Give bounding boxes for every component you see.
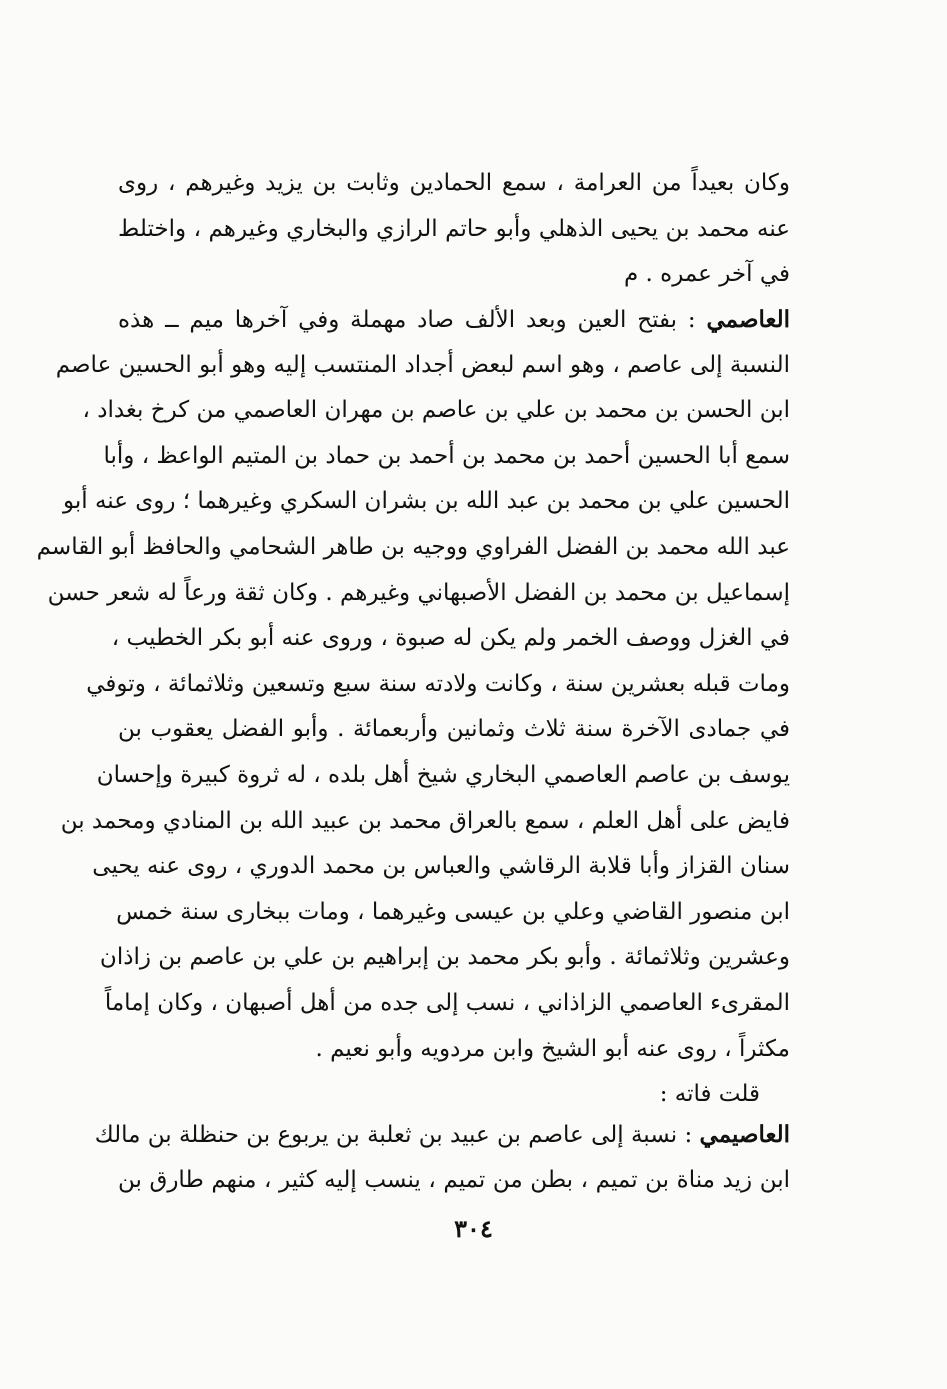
text-line: ابن منصور القاضي وعلي بن عيسى وغيرهما ، ومات ببخارى سنة خمس bbox=[116, 898, 790, 925]
entry-definition-start: : نسبة إلى عاصم بن عبيد بن ثعلبة بن يربوع بن حنظلة بن مالك bbox=[94, 1122, 693, 1148]
entry-definition-start: : بفتح العين وبعد الألف صاد مهملة وفي آخرها ميم ــ هذه bbox=[118, 307, 696, 333]
text-line: يوسف بن عاصم العاصمي البخاري شيخ أهل بلده ، له ثروة كبيرة وإحسان bbox=[96, 761, 790, 788]
text-line: مكثراً ، روى عنه أبو الشيخ وابن مردويه وأبو نعيم . bbox=[315, 1035, 790, 1062]
entry-first-line bbox=[94, 1112, 790, 1158]
entry-term: العاصيمي bbox=[699, 1121, 790, 1148]
paragraph-continuation bbox=[118, 161, 790, 298]
text-line: وكان بعيداً من العرامة ، سمع الحمادين وثابت بن يزيد وغيرهم ، روى bbox=[118, 170, 790, 196]
text-line: سمع أبا الحسين أحمد بن محمد بن أحمد بن حماد بن المتيم الواعظ ، وأبا bbox=[103, 442, 790, 469]
entry-term: العاصمي bbox=[706, 306, 790, 333]
text-line: سنان القزاز وأبا قلابة الرقاشي والعباس بن محمد الدوري ، روى عنه يحيى bbox=[92, 853, 790, 880]
text-line: عنه محمد بن يحيى الذهلي وأبو حاتم الرازي والبخاري وغيرهم ، واختلط bbox=[118, 215, 790, 242]
text-line: ابن الحسن بن محمد بن علي بن عاصم بن مهران العاصمي من كرخ بغداد ، bbox=[82, 397, 790, 424]
text-line: المقرىء العاصمي الزاذاني ، نسب إلى جده من أهل أصبهان ، وكان إماماً bbox=[104, 989, 790, 1016]
editor-note: قلت فاته : bbox=[659, 1081, 760, 1108]
text-line: في الغزل ووصف الخمر ولم يكن له صبوة ، وروى عنه أبو بكر الخطيب ، bbox=[111, 625, 790, 652]
text-line: في آخر عمره . م bbox=[623, 261, 790, 288]
page-number: ٣٠٤ bbox=[454, 1214, 493, 1243]
entry-al-asimi-tamimi bbox=[94, 1112, 790, 1203]
text-line: النسبة إلى عاصم ، وهو اسم لبعض أجداد المنتسب إليه وهو أبو الحسين عاصم bbox=[55, 351, 790, 378]
text-line: ابن زيد مناة بن تميم ، بطن من تميم ، ينسب إليه كثير ، منهم طارق بن bbox=[118, 1166, 790, 1193]
text-line: في جمادى الآخرة سنة ثلاث وثمانين وأربعمائة . وأبو الفضل يعقوب بن bbox=[118, 716, 790, 743]
entry-first-line bbox=[118, 297, 790, 343]
entry-al-asimi bbox=[36, 297, 790, 1118]
text-line: فايض على أهل العلم ، سمع بالعراق محمد بن عبيد الله بن المنادي ومحمد بن bbox=[60, 807, 790, 834]
text-line: عبد الله محمد بن الفضل الفراوي ووجيه بن طاهر الشحامي والحافظ أبو القاسم bbox=[36, 533, 790, 560]
text-line: الحسين علي بن محمد بن عبد الله بن بشران السكري وغيرهما ؛ روى عنه أبو bbox=[62, 488, 790, 515]
text-line: ومات قبله بعشرين سنة ، وكانت ولادته سنة سبع وتسعين وثلاثمائة ، وتوفي bbox=[86, 670, 790, 697]
text-line: وعشرين وثلاثمائة . وأبو بكر محمد بن إبراهيم بن علي بن عاصم بن زاذان bbox=[99, 944, 790, 971]
text-line: إسماعيل بن محمد بن الفضل الأصبهاني وغيرهم . وكان ثقة ورعاً له شعر حسن bbox=[47, 579, 790, 606]
